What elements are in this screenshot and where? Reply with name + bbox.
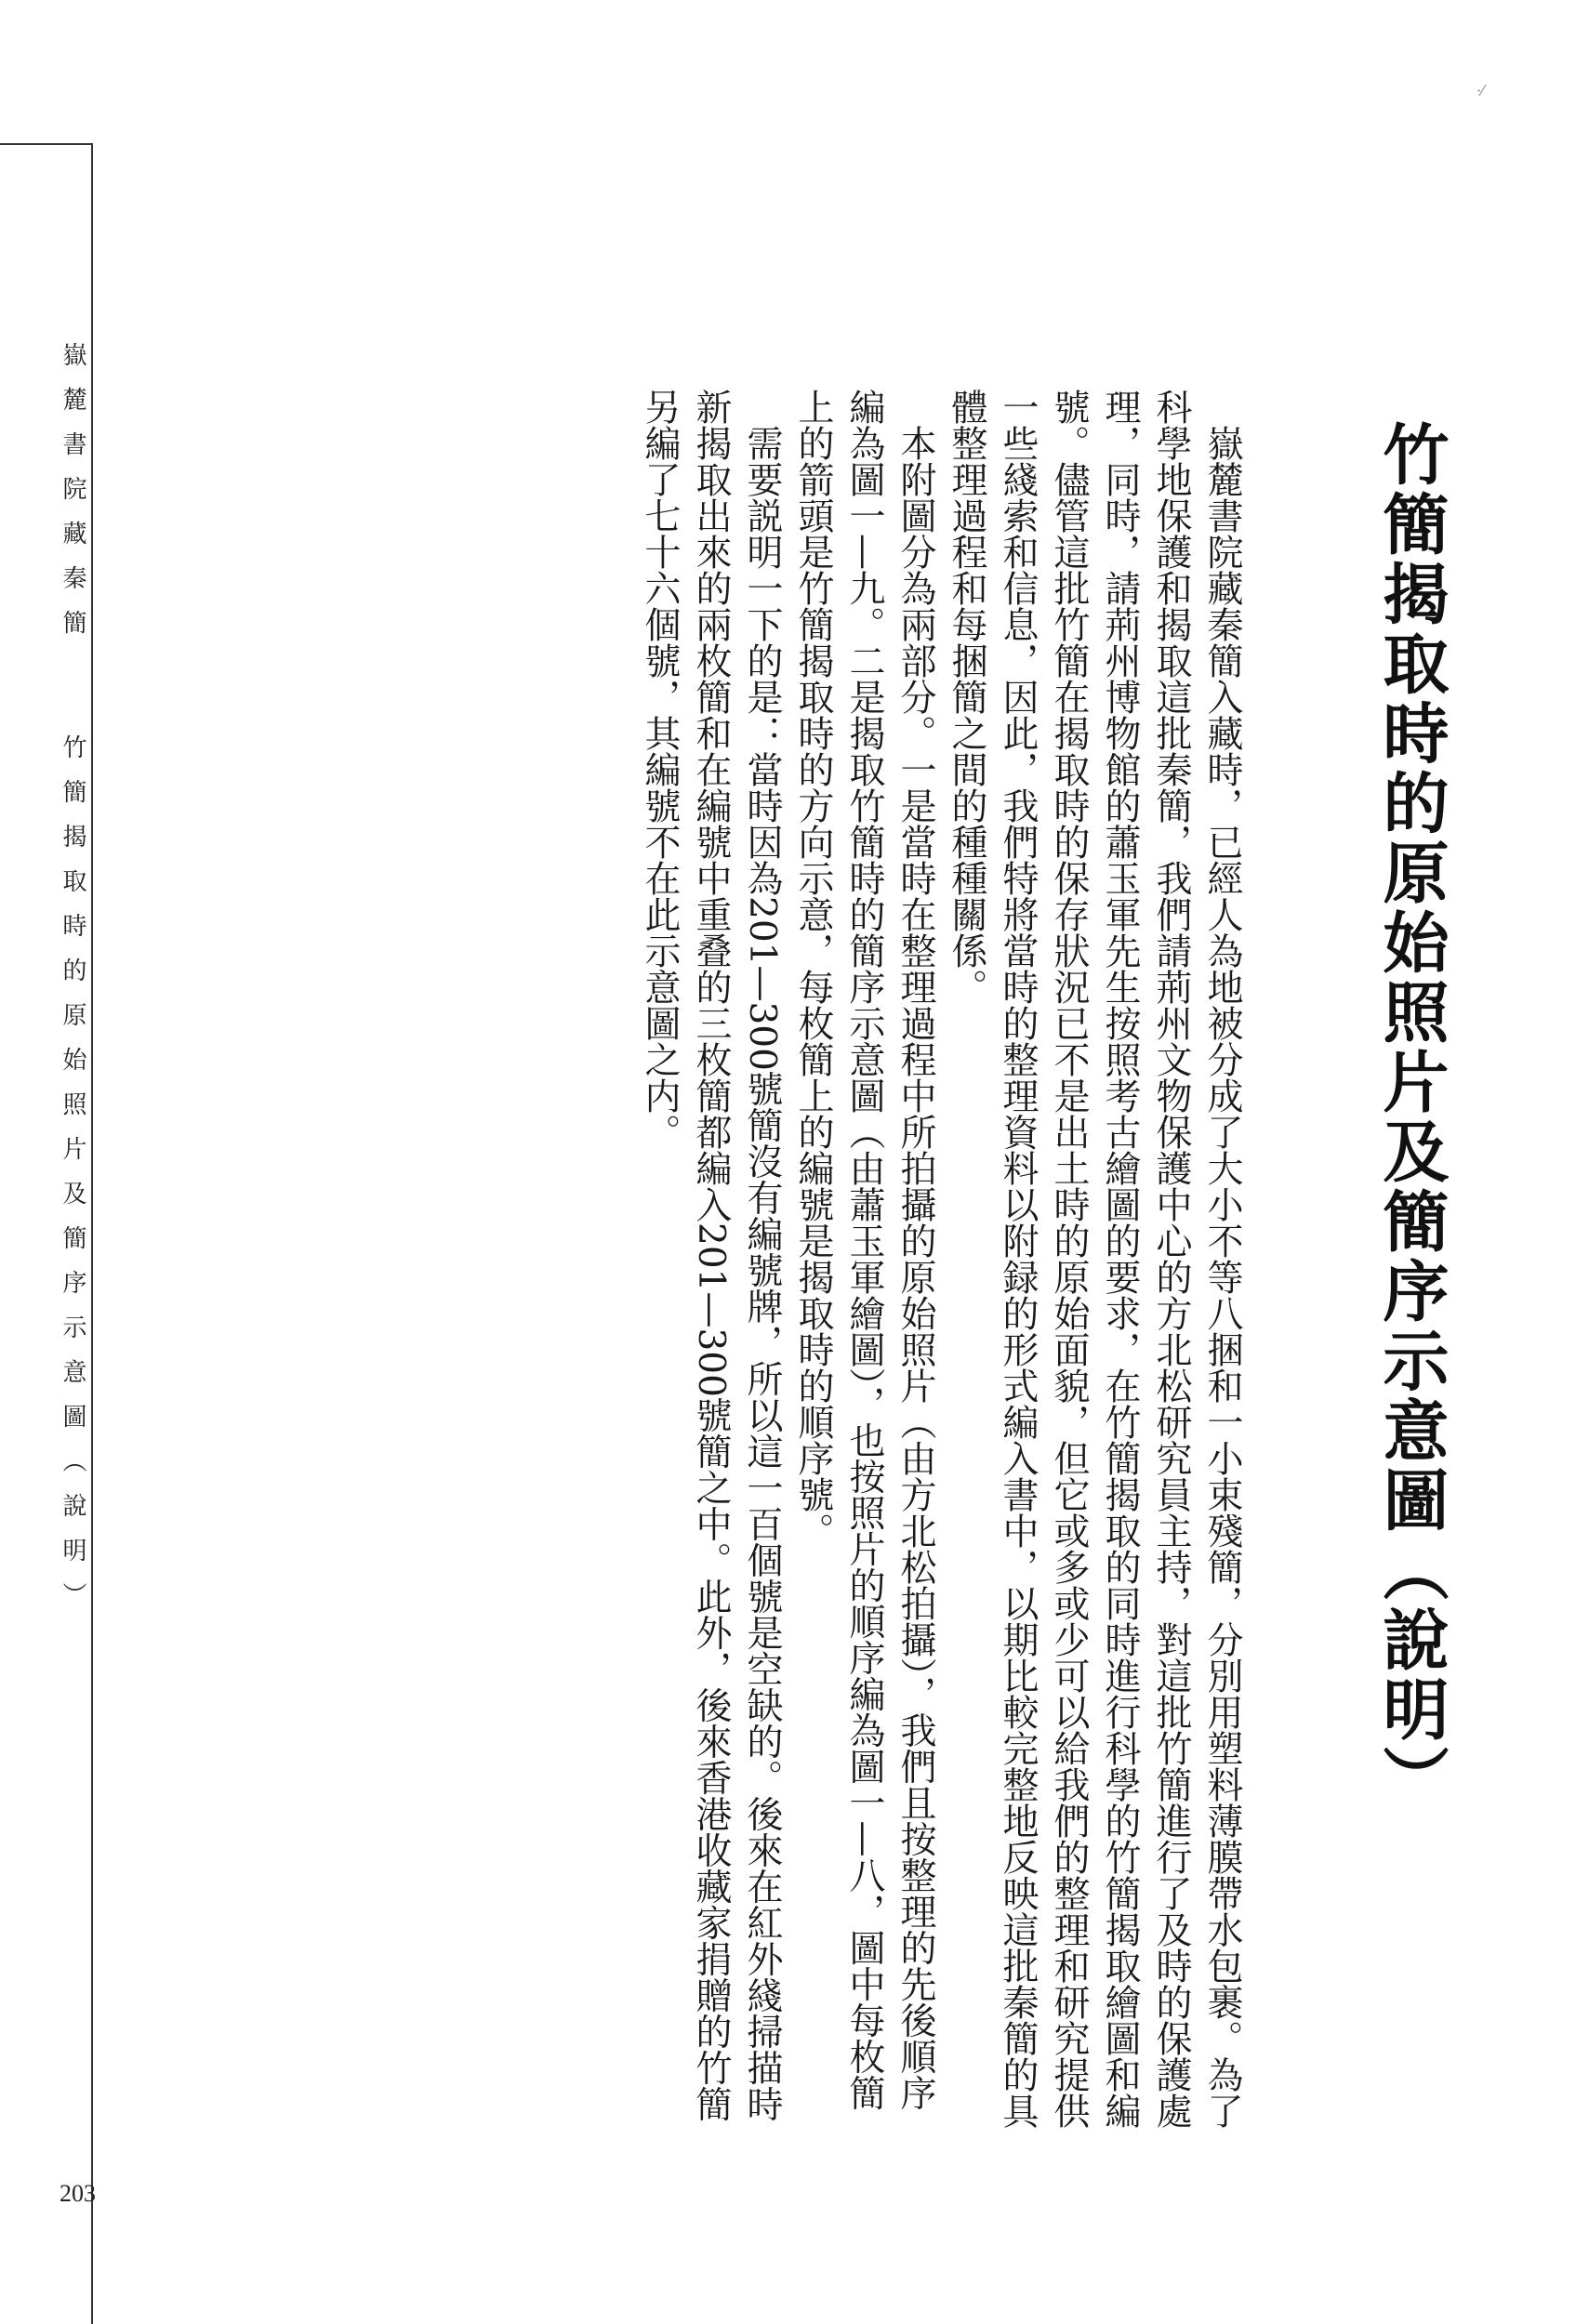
page-number: 203 bbox=[60, 2180, 96, 2207]
corner-mark: ·⁄ bbox=[1476, 82, 1484, 99]
paragraph-1: 嶽麓書院藏秦簡入藏時，已經人為地被分成了大小不等八捆和一小束殘簡，分別用塑料薄膜帶水包裹。為了科學地保護和揭取這批秦簡，我們請荊州文物保護中心的方北松研究員主持，對這批竹簡進行了及時的保護處理，同時，請荊州博物館的蕭玉軍先生按照考古繪圖的要求，在竹簡揭取的同時進行科學的竹簡揭取繪圖和編號。儘管這批竹簡在揭取時的保存狀況已不是出土時的原始面貌，但它或多或少可以給我們的整理和研究提供一些綫索和信息，因此，我們特將當時的整理資料以附録的形式編入書中，以期比較完整地反映這批秦簡的具體整理過程和每捆簡之間的種種關係。 bbox=[946, 389, 1243, 2129]
running-head-section-title: 竹簡揭取時的原始照片及簡序示意圖（說明） bbox=[59, 734, 86, 1627]
running-head-book-title: 嶽麓書院藏秦簡 bbox=[59, 342, 86, 654]
page-title: 竹簡揭取時的原始照片及簡序示意圖（說明） bbox=[1372, 420, 1450, 1815]
paragraph-3: 需要説明一下的是：當時因為201—300號簡沒有編號牌，所以這一百個號是空缺的。後來在紅外綫掃描時新揭取出來的兩枚簡和在編號中重叠的三枚簡都編入201—300號簡之中。此外，後來香港收藏家捐贈的竹簡另編了七十六個號，其編號不在此示意圖之内。 bbox=[639, 389, 783, 2122]
paragraph-2: 本附圖分為兩部分。一是當時在整理過程中所拍攝的原始照片（由方北松拍攝），我們且按整理的先後順序編為圖一—九。二是揭取竹簡時的簡序示意圖（由蕭玉軍繪圖），也按照片的順序編為圖一—八，圖中每枚簡上的箭頭是竹簡揭取時的方向示意，每枚簡上的編號是揭取時的順序號。 bbox=[792, 389, 936, 2111]
body-text bbox=[632, 389, 1248, 2136]
